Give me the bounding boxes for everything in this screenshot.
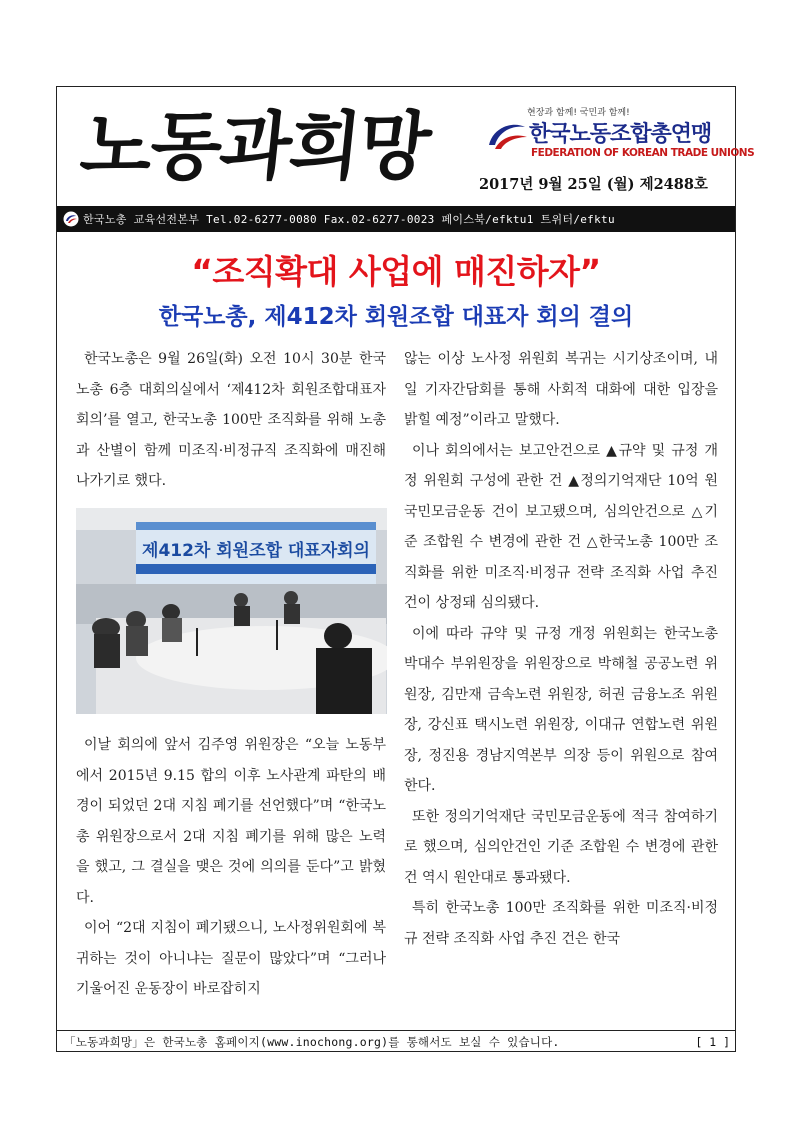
article-paragraph: 이날 회의에 앞서 김주영 위원장은 “오늘 노동부에서 2015년 9.15 합의 이후 노사관계 파탄의 배경이 되었던 2대 지침 폐기를 선언했다”며 “한국노총 위원장으로서 2대 지침 폐기를 위해 많은 노력을 했고, 그 결실을 맺은 것에 의의를 둔다”고 밝혔다.: [76, 737, 386, 906]
org-name-english: FEDERATION OF KOREAN TRADE UNIONS: [531, 147, 755, 159]
fktu-mini-logo-icon: [63, 211, 79, 227]
page-number: [ 1 ]: [695, 1034, 730, 1049]
subheadline: 한국노총, 제412차 회원조합 대표자 회의 결의: [158, 304, 634, 330]
fktu-logo-icon: [485, 119, 529, 153]
meeting-photo-image: [76, 508, 387, 714]
photo-banner-text: 제412차 회원조합 대표자회의: [142, 541, 370, 561]
article-column-left-bottom: [76, 730, 386, 1005]
article-paragraph: 또한 정의기억재단 국민모금운동에 적극 참여하기로 했으며, 심의안건인 기준 조합원 수 변경에 관한 건 역시 원안대로 통과됐다.: [404, 808, 718, 886]
contact-bar: [57, 206, 735, 232]
org-name: 한국노동조합총연맹: [529, 122, 712, 147]
org-tagline: 현장과 함께! 국민과 함께!: [527, 108, 630, 118]
article-paragraph: 이어 “2대 지침이 폐기됐으니, 노사정위원회에 복귀하는 것이 아니냐는 질문이 많았다”며 “그러나 기울어진 운동장이 바로잡히지: [76, 920, 386, 997]
headline: “조직확대 사업에 매진하자”: [191, 252, 601, 291]
contact-info: 한국노총 교육선전본부 Tel.02-6277-0080 Fax.02-6277-0023 페이스북/efktu1 트위터/efktu: [83, 213, 615, 226]
article-paragraph: 한국노총은 9월 26일(화) 오전 10시 30분 한국노총 6층 대회의실에서 ‘제412차 회원조합대표자 회의’를 열고, 한국노총 100만 조직화를 위해 노총과 산별이 함께 미조직·비정규직 조직화에 매진해 나가기로 했다.: [76, 351, 386, 489]
article-paragraph: 않는 이상 노사정 위원회 복귀는 시기상조이며, 내일 기자간담회를 통해 사회적 대화에 대한 입장을 밝힐 예정”이라고 말했다.: [404, 351, 718, 428]
page-footer: [56, 1030, 736, 1052]
article-paragraph: 특히 한국노총 100만 조직화를 위한 미조직·비정규 전략 조직화 사업 추진 건은 한국: [404, 900, 718, 947]
issue-date: 2017년 9월 25일 (월) 제2488호: [479, 176, 708, 193]
article-paragraph: 이에 따라 규약 및 규정 개정 위원회는 한국노총 박대수 부위원장을 위원장으로 박해철 공공노련 위원장, 김만재 금속노련 위원장, 허권 금융노조 위원장, 강신표 택시노련 위원장, 이대규 연합노련 위원장, 정진용 경남지역본부 의장 등이 위원으로 참여한다.: [404, 625, 718, 794]
newsletter-title: 노동과희망: [76, 104, 433, 190]
masthead: [57, 87, 755, 205]
footer-note: 「노동과희망」은 한국노총 홈페이지(www.inochong.org)를 통해서도 보실 수 있습니다.: [64, 1034, 560, 1049]
article-paragraph: 이나 회의에서는 보고안건으로 ▲규약 및 규정 개정 위원회 구성에 관한 건 ▲정의기억재단 10억 원 국민모금운동 건이 보고됐으며, 심의안건으로 △기준 조합원 수 변경에 관한 건 △한국노총 100만 조직화를 위한 미조직·비정규 전략 조직화 사업 추진 건이 상정돼 심의됐다.: [404, 442, 718, 611]
meeting-photo: [76, 508, 387, 714]
article-column-right: [404, 344, 718, 954]
article-column-left-top: [76, 344, 386, 497]
